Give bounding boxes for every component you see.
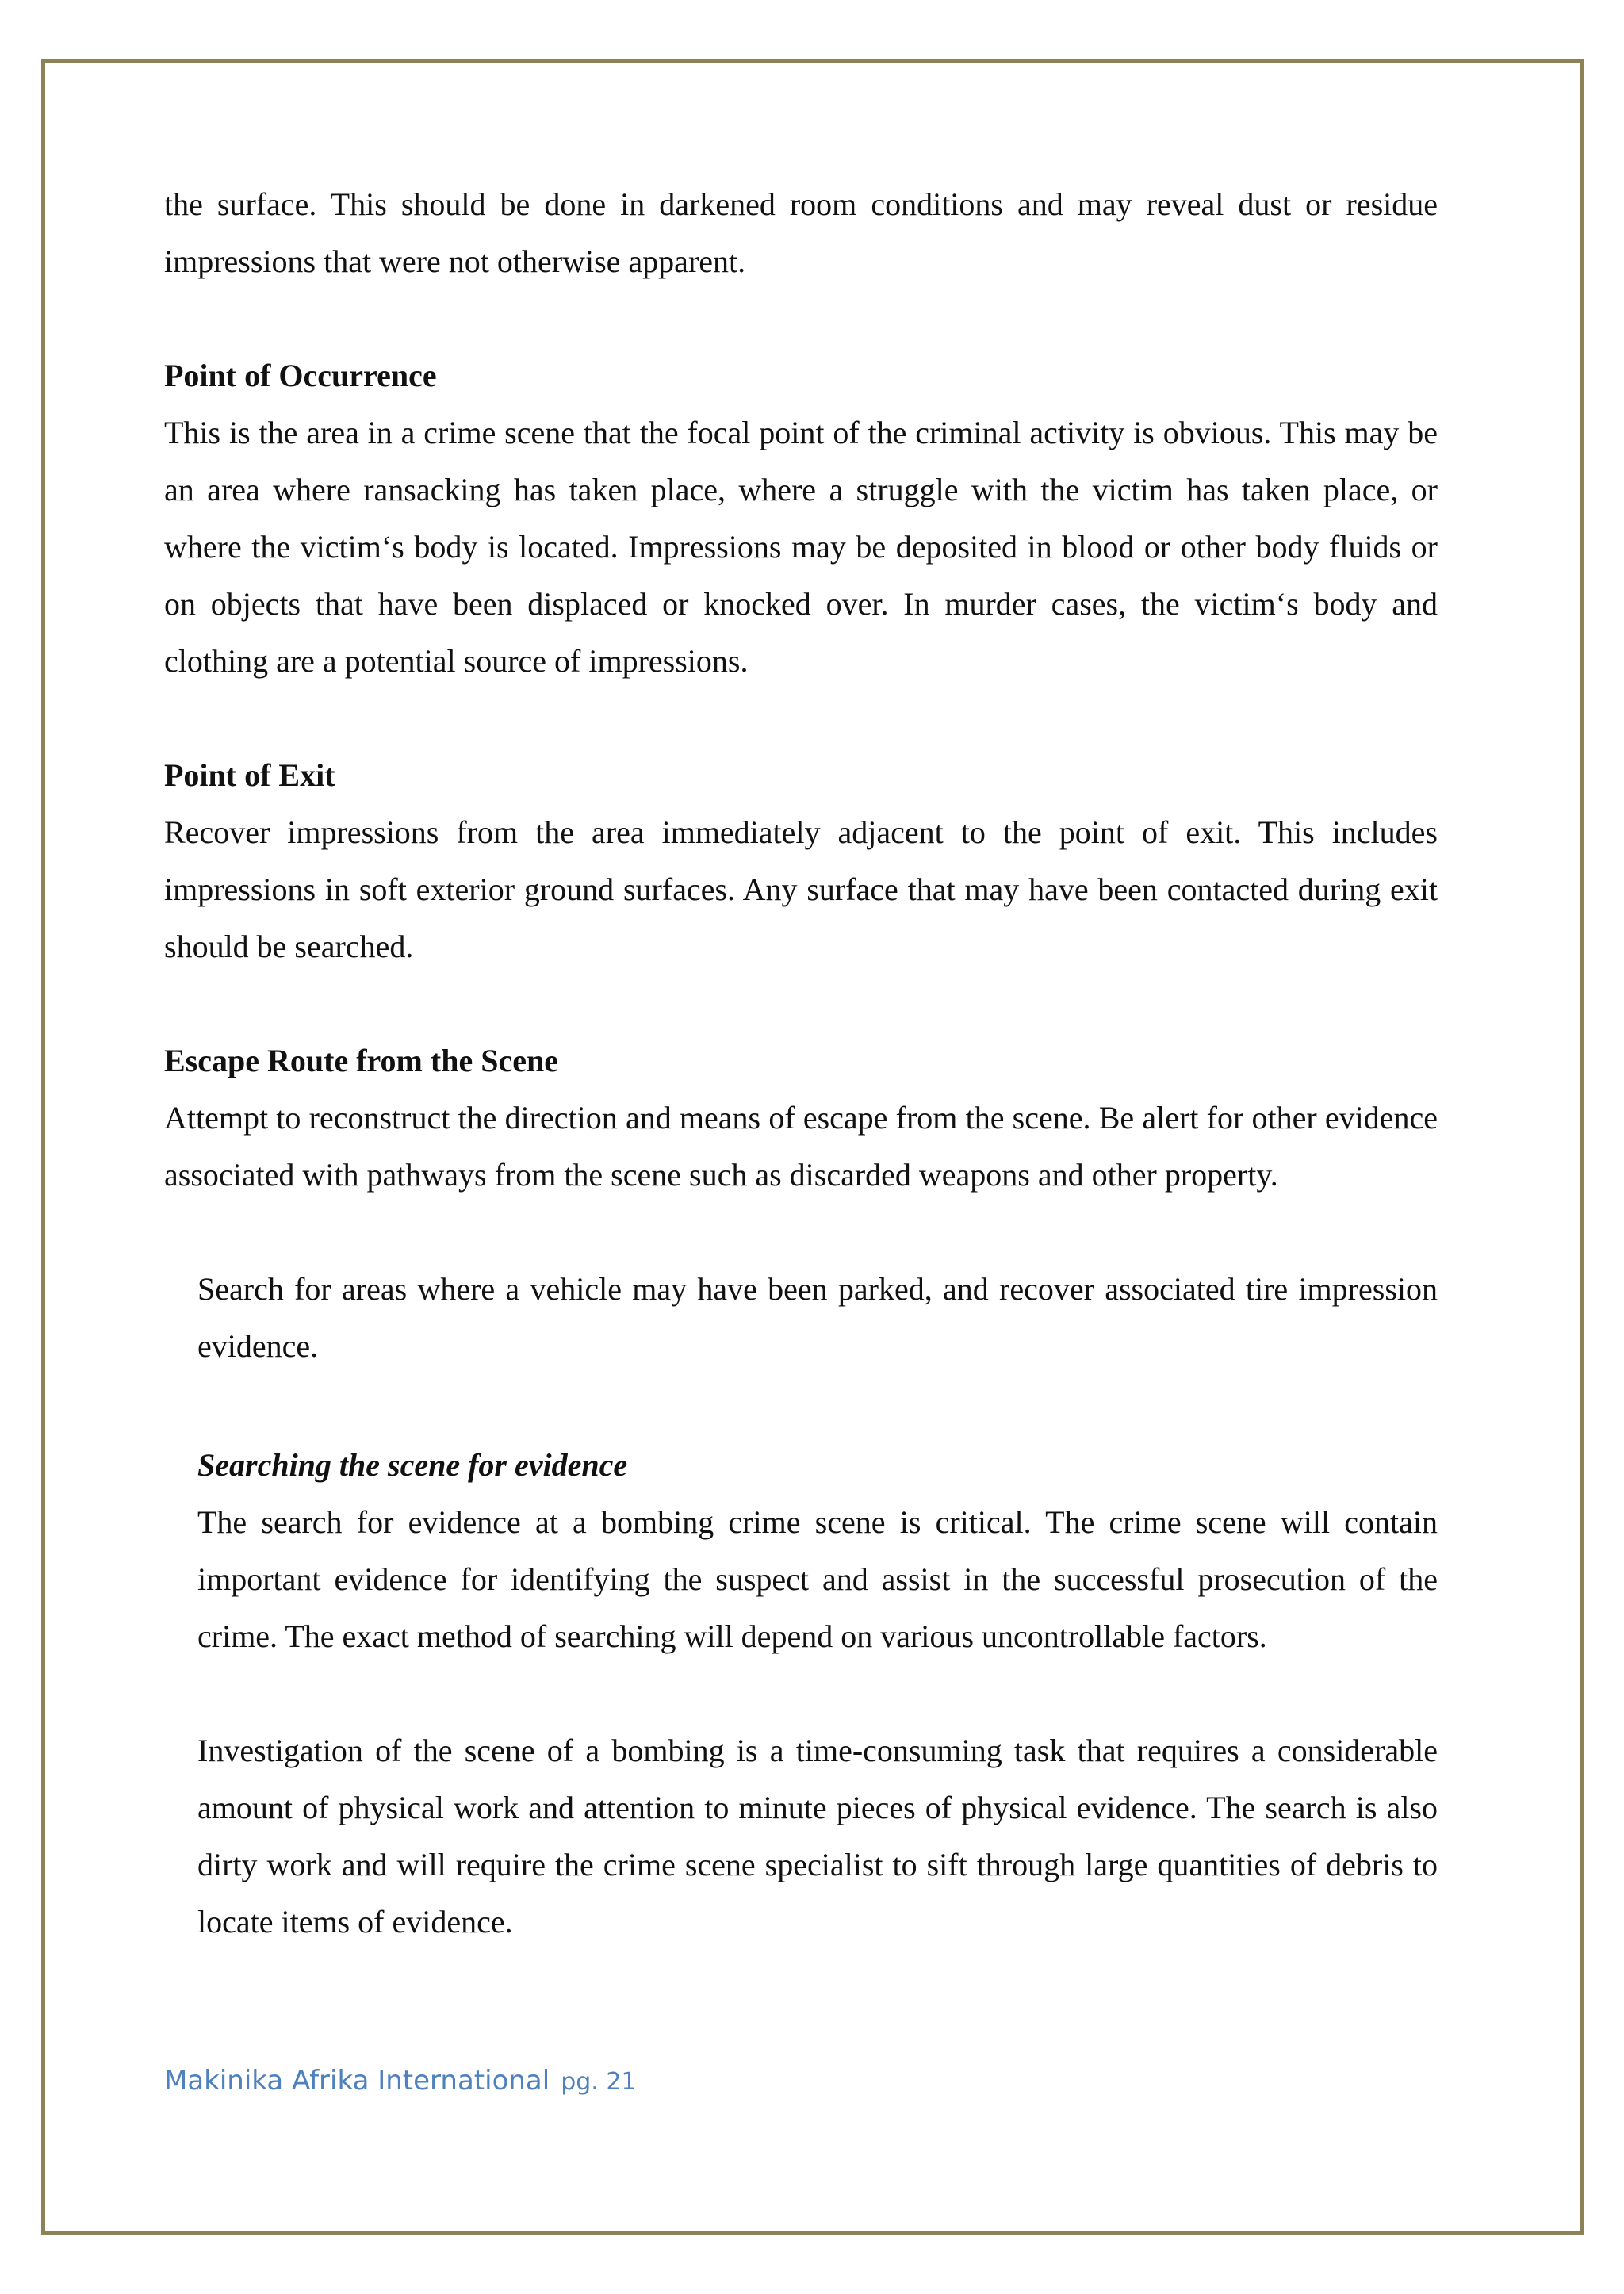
escape-route-paragraph: Attempt to reconstruct the direction and means of escape from the scene. Be alert for other evidence associated with pathways from the scene such as discarded weapons and other property. <box>164 1100 1438 1193</box>
intro-paragraph: the surface. This should be done in darkened room conditions and may reveal dust or residue impressions that were not otherwise apparent. <box>164 186 1438 279</box>
page-footer <box>164 2065 637 2097</box>
point-of-exit-paragraph: Recover impressions from the area immediately adjacent to the point of exit. This includes impressions in soft exterior ground surfaces. Any surface that may have been contacted during exit should be searched. <box>164 814 1438 964</box>
vehicle-search-paragraph: Search for areas where a vehicle may have been parked, and recover associated tire impression evidence. <box>197 1271 1438 1364</box>
footer-org-name: Makinika Afrika International <box>164 2065 550 2097</box>
page-content <box>164 176 1438 1951</box>
indented-section <box>197 1261 1438 1951</box>
investigation-paragraph: Investigation of the scene of a bombing is a time-consuming task that requires a considerable amount of physical work and attention to minute pieces of physical evidence. The search is also dirty work and will require the crime scene specialist to sift through large quantities of debris to locate items of evidence. <box>197 1733 1438 1940</box>
searching-scene-paragraph: The search for evidence at a bombing crime scene is critical. The crime scene will contain important evidence for identifying the suspect and assist in the successful prosecution of the crime. The exact method of searching will depend on various uncontrollable factors. <box>197 1504 1438 1654</box>
point-of-occurrence-paragraph: This is the area in a crime scene that the focal point of the criminal activity is obvious. This may be an area where ransacking has taken place, where a struggle with the victim has taken place, or where the victim‘s body is located. Impressions may be deposited in blood or other body fluids or on objects that have been displaced or knocked over. In murder cases, the victim‘s body and clothing are a potential source of impressions. <box>164 415 1438 679</box>
searching-scene-heading: Searching the scene for evidence <box>197 1447 628 1483</box>
escape-route-heading: Escape Route from the Scene <box>164 1043 558 1078</box>
point-of-exit-heading: Point of Exit <box>164 757 335 793</box>
point-of-occurrence-heading: Point of Occurrence <box>164 358 437 393</box>
page-number: pg. 21 <box>561 2068 637 2096</box>
